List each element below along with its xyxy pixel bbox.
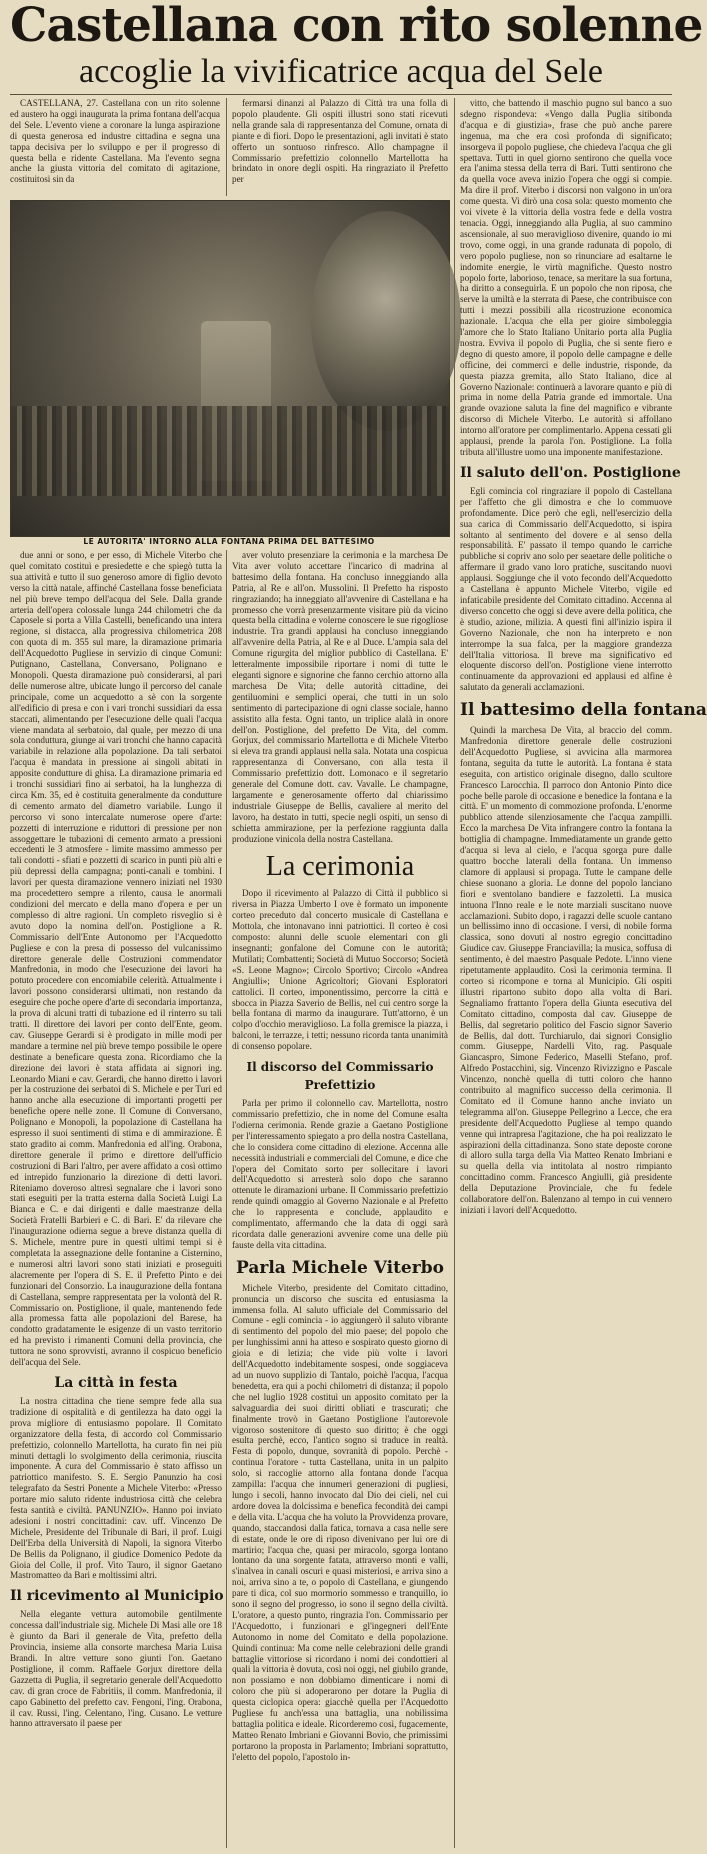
right-column: [460, 98, 707, 1848]
postiglione-text: Egli comincia col ringraziare il popolo di Castellana per l'affetto che gli dimostra e che lo commuove profondamente. Dice però che egli, nell'esercizio della sua carica di Commissario dell'Acquedotto, si ispira soltanto al sentimento del dovere e al senso della responsabilità. E' passato il tempo quando le carriche pubbliche si copriv ano solo per seaetare delle politiche o affermare il grado vano loro pratiche, suscitando nuovi applausi. Soggiunge che il voto fecondo dell'Acquedotto a Castellana è appunto Michele Viterbo, vigile ed infaticabile presidente del Comitato cittadino. Accenna al diverso concetto che oggi si deve avere della politica, che è studio, azione, milizia. A questi fini all'inizio ispira il Governo Nazionale, che non ha interpreto e non interrompe la sua falca, per la maggiore grandezza dell'Italia vittoriosa. Il breve ma significativo ed eloquente discorso dell'on. Postiglione viene interrotto continuamente da approvazioni ed applausi ed alfine è salutato da generali acclamazioni.: [460, 485, 672, 693]
intro-column-1: [10, 98, 220, 196]
section-heading-postiglione: Il saluto dell'on. Postiglione: [460, 464, 681, 481]
left-body-text: due anni or sono, e per esso, di Michele Viterbo che quel comitato costituì e presiedette e che spiegò tutta la sua attività e tutto il suo generoso amore di figlio devoto verso la città natale, affinché Castellana fosse beneficiata nel più breve tempo dell'acqua del Sele. Dalla grande arteria dell'opera colossale lunga 244 chilometri che da Caposele si porta a Villa Castelli, beneficando una intera regione, si distacca, alla progressiva chilometrica 208 con quota di m. 355 sul mare, la diramazione primaria dell'Acquedotto Pugliese in servizio di cinque Comuni: Putignano, Castellana, Conversano, Polignano e Monopoli. Questa diramazione può considerarsi, al pari delle numerose altre, ubicate lungo il percorso del canale principale, come un acquedotto a sè con la sorgente all'edificio di presa e con i vari tronchi sussidiari da essa staccati, alimentando per l'esecuzione delle quali l'acqua viene mandata al serbatoio, dal quale, per mezzo di una sola conduttura, giunge ai vari tronchi che hanno capacità variabile in relazione alla popolazione. Da tali serbatoi l'acqua è mandata in pressione ai singoli abitati in apposite condutture di ghisa. La diramazione primaria ed i tronchi sussidiari fino ai serbatoi, ha la lunghezza di circa Km. 35, ed è costituita generalmente da condutture di cemento armato del diametro variabile. Lungo il percorso vi sono intercalate numerose opere d'arte: pozzetti di interruzione e riduttori di pressione per non assoggettare le tubazioni di cemento armato a pressioni eccedenti le 3 atmosfere - limite massimo ammesso per tali condotti - sfiati e pozzetti di scarico in punti più alti e più depressi della campagna; ponti-canali e tombini. I lavori per questa diramazione vennero iniziati nel 1930 ma procedettero sempre a rilento, causa le anormali condizioni del mercato e della mano d'opera e per un complesso di altre ragioni. Un completo risveglio si è avuto dopo la nomina dell'on. Postiglione a R. Commissario dell'Ente Autonomo per l'Acquedotto Pugliese e con la presa di possesso del vulcanissimo direttore generale delle Costruzioni commendator Manfredonia, in modo che l'esecuzione dei lavori ha potuto procedere con encomiabile celerità. Attualmente i lavori possono considerarsi ultimati, non restando da eseguire che poche opere d'arte di secondaria importanza, la prova di alcuni tratti di tubazione ed il rinterro su tali tratti. Il direttore dei lavori per conto dell'Ente, geom. cav. Giuseppe Gerardi si è prodigato in mille modi per mandare a termine nel più breve tempo possibile le opere destinate a beneficare questa zona. Ricordiamo che la direzione dei lavori è stata affidata ai signori ing. Leonardo Miani e cav. Gerardi, che hanno diretto i lavori per la costruzione dei serbatoi di S. Michele e per Turi ed hanno anche alla esecuzione di importanti progetti per benefiche opere nelle zone. Il Comune di Conversano, Polignano e Monopoli, la popolazione di Castellana ha espresso il suoi sentimenti di stima e di ammirazione. È stato gradito ai comm. Manfredonia ed all'ing. Orabona, direttore generale il primo e direttore dell'ufficio costruzioni di Bari l'altro, per avere affidato a così ottimo ed intrepido funzionario la direzione di detti lavori. Riteniamo doveroso altresì segnalare che i lavori sono stati eseguiti per la tratta esterna dalla Società Luigi La Bianca e C. e dai dirigenti e dalle maestranze della Società Fratelli Barbieri e C. di Bari. E' da rilevare che l'inaugurazione odierna segue a breve distanza quella di S. Michele, mentre pure in questi ultimi tempi si è completata la assegnazione delle fontanine a Cisternino, e numerosi altri lavori sono stati iniziati e proseguiti alacremente per l'opera di S. E. il Prefetto Pinto e dei funzionari del Consorzio. La inaugurazione della fontana di Castellana, sempre rappresentata per la volontà del R. Commissario on. Postiglione, il quale, mantenendo fede alla promessa fatta alle popolazioni del Barese, ha condotto gradatamente le esigenze di un vasto territorio ed ha previsto i rimanenti Comuni della provincia, che tuttora ne sono sprovvisti, avranno il cospicuo beneficio dell'acqua del Sele.: [10, 550, 222, 1368]
viterbo-text: Michele Viterbo, presidente del Comitato cittadino, pronuncia un discorso che suscita ed entusiasma la immensa folla. Al saluto ufficiale del Commissario del Comune - egli comincia - io aggiungerò il saluto vibrante di sentimento del popolo del mio paese; del popolo che per lunghissimi anni ha atteso e sospirato questo giorno di gioia e di letizia; che vide più volte i lavori dell'Acquedotto indebitamente sospesi, onde soggiaceva ad un nuovo supplizio di Tantalo, poichè l'acqua, l'acqua benedetta, era qui a pochi chilometri di distanza; il popolo che nel luglio 1928 costituì un apposito comitato per la salvaguardia dei suoi diritti obliati e trascurati; che finalmente trovò in Gaetano Postiglione l'autorevole vigoroso sostenitore di questo suo diritto; è che oggi esulta perchè, ecco, l'antico sogno si traduce in realtà. Festa di popolo, dunque, sovranità di popolo. Perchè - continua l'oratore - tutta Castellana, unita in un palpito solo, si raccoglie attorno alla fontana donde l'acqua zampilla: l'acqua che innumeri generazioni di pugliesi, lungo i secoli, hanno invocato dal Dio dei cieli, nel cui ardore dovea la dolcissima e benefica fecondità dei campi e della vita. L'acqua che ha voluto la Provvidenza provare, quando, staccandosi dalla fatica, tornava a casa nelle sere di estate, onde le ore di riposo divenivano per lui ore di martirio; l'acqua che, quasi per miracolo, sgorga lontano lontano da una sorgente fatata, attraverso monti e valli, s'inalvea in canali oscuri e quasi misteriosi, e arriva sino a noi, arriva sino a te, o popolo di Castellana, e giungendo pare ti dica, col suo mormorio sommesso e tranquillo, io sono il segno del progresso, io sono il segno della civiltà. L'oratore, a questo punto, ringrazia l'on. Commissario per l'Acquedotto, i funzionari e gl'ingegneri dell'Ente Autonomo in nome del Comitato e della popolazione. Quindi continua: Ma come nelle celebrazioni delle grandi battaglie vittoriose si ricordano i nomi dei condottieri al quali la vittoria è dovuta, così noi oggi, nel giubilo grande, non possiamo e non dobbiamo dimenticare i nomi di coloro che più si adoperarono per dotare la Puglia di questa ciclopica opera: giacchè quella per l'Acquedotto Pugliese fu anch'essa una battaglia, una nobilissima battaglia politica e ideale. Ricorderemo così, fugacemente, Matteo Renato Imbriani e Giovanni Bovio, che primissimi portarono la proposta in Parlamento; Imbriani soprattutto, l'eletto del popolo, l'apostolo in-: [232, 1282, 448, 1762]
column-divider: [454, 98, 455, 1848]
header-rule: [10, 94, 672, 95]
commissario-text: Parla per primo il colonnello cav. Martellotta, nostro commissario prefettizio, che in nome del Comune esalta l'odierna cerimonia. Rende grazie a Gaetano Postiglione per l'interessamento spiegato a pro della nostra Castellana, che lo considera come cittadino di elezione. Accenna alle necessità industriali e commerciali del Comune, e dice che l'opera del Comitato sorto per sollecitare i lavori dell'Acquedotto si arresterà solo dopo che saranno ottenute le diramazioni urbane. Il Commissario prefettizio rende quindi omaggio al Governo Nazionale e al Prefetto che lo rappresenta e conclude, applaudito e complimentato, affermando che la data di oggi sarà ricordata dalle generazioni avvenire come una delle più fauste della vita cittadina.: [232, 1098, 448, 1250]
section-heading-viterbo: Parla Michele Viterbo: [236, 1257, 444, 1278]
viterbo-speech-continued: vitto, che battendo il maschio pugno sul banco a suo sdegno rispondeva: «Vengo dalla Puglia sitibonda d'acqua e di giustizia», frase che può anche parere ingenua, ma che era così profonda di significato; insorgeva il popolo pugliese, che chiedeva l'acqua che gli spettava. Tutti in quel giorno sentirono che quella voce era l'anima stessa della terra di Bari. Tutti sentirono che da quella voce aveva inizio l'opera che oggi si compie. Ma dire il prof. Viterbo i discorsi non valgono in un'ora come questa. Vi dirò una cosa sola: questo momento che voi vivete è la vittoria della vostra fede e della vostra tenacia. Oggi, inneggiando alla Puglia, al suo cammino ascensionale, al suo meraviglioso divenire, quando io mi trovo, come oggi, in una grande radunata di popolo, di vero popolo pugliese, non so rinunciare ad esaltarne le indomite energie, le virtù magnifiche. Questo nostro popolo forte, laborioso, tenace, sa meritare la sua fortuna, ha diritto a conseguirla. E un popolo che non riposa, che serve la umiltà e la sterrata di Paese, che contribuisce con tutti i mezzi possibili alla ricostruzione economica nazionale. L'acqua che ella per gioire simboleggia l'amore che lo Stato Italiano Unitario porta alla Puglia nostra. Evviva il popolo di Puglia, che si sente fiero e degno di questo amore, il popolo delle campagne e delle officine, dei commerci e delle industrie, risponde, da questa piazza gremita, allo Stato Italiano, dice al Governo Nazionale: continuerà a lavorare quanto e più di prima in nome della Patria grande ed immortale. Una grande ovazione saluta la fine del magnifico e vibrante discorso di Michele Viterbo. Le autorità si affollano intorno all'oratore per complimentarlo. Appena cessati gli applausi, prende la parola l'on. Postiglione. La folla tributa all'illustre uomo una imponente manifestazione.: [460, 98, 672, 457]
middle-column: [232, 550, 448, 1848]
photo-crowd: [11, 406, 449, 496]
ricevimento-text: Nella elegante vettura automobile gentilmente concessa dall'industriale sig. Michele Di Masi alle ore 18 è giunto da Bari il generale de Vita, prefetto della Provincia, insieme alla consorte marchesa Maria Luisa Brandi. In altre vetture sono giunti l'on. Gaetano Postiglione, il comm. Raffaele Gorjux direttore della Gazzetta di Puglia, il segretario generale dell'Acquedotto cav. di gran croce de Fabritiis, il comm. Manfredonia, il capo Gabinetto del prefetto cav. Fengoni, l'ing. Orabona, il cav. Russi, l'ing. Celentano, l'ing. Cusano. Le vetture hanno attraversato il paese per: [10, 1609, 222, 1729]
headline: Castellana con rito solenne: [10, 0, 703, 53]
left-column: [10, 550, 222, 1848]
intro-text-1: CASTELLANA, 27. Castellana con un rito solenne ed austero ha oggi inaugurata la prima fontana dell'acqua del Sele. L'evento viene a coronare la lunga aspirazione di questa generosa ed industre cittadina e segna una tappa decisiva per lo sviluppo e per il progresso di questa bella e ridente Castellana. Ma l'evento segna anche la giusta vittoria del comitato di agitazione, costituitosi sin da: [10, 98, 220, 185]
subheadline: accoglie la vivificatrice acqua del Sele: [79, 53, 603, 90]
ceremony-photo: [10, 200, 450, 537]
battesimo-text: Quindi la marchesa De Vita, al braccio del comm. Manfredonia direttore generale delle costruzioni dell'Acquedotto Pugliese, si avvicina alla marmorea fontana, seguita da tutte le autorità. La fontana è stata eseguita, con artistico originale disegno, dallo scultore Francesco Larocchia. Il parroco don Antonio Pinto dice poche belle parole di occasione e benedice la fontana e la città. E' un momento di commozione profonda. L'enorme pubblico attende silenziosamente che l'acqua zampilli. Ecco la marchesa De Vita infrangere contro la fontana la bottiglia di champagne. Immediatamente un grande getto d'acqua si leva al cielo, e l'acqua sgorga pure dalle quattro bocche laterali della fontana. Un immenso clamore di applausi si propaga. Tutte le campane delle chiese suonano a gloria. Le donne del popolo lanciano fiori e sventolano bandiere e fazzoletti. La musica intuona l'Inno reale e le note marziali suscitano nuove acclamazioni. Subito dopo, i ragazzi delle scuole cantano un bellissimo inno di occasione. I versi, di nobile forma classica, sono dovuti al nostro egregio concittadino Giudice cav. Giuseppe Franciavilla; la musica, soffusa di sentimento, è del maestro Pasquale Pedote. L'inno viene ripetutamente applaudito. Così la cerimonia termina. Il corteo si ricompone e torna al Municipio. Gli ospiti illustri ripartono subito dopo alla volta di Bari. Segnaliamo frattanto l'opera della Giunta esecutiva del Comitato cittadino, composta dal cav. Giuseppe de Bellis, dal segretario politico del Fascio signor Saverio de Bellis, dal dott. Turchiarulo, dai signori Consiglio comm. Giuseppe, Nardelli Vito, rag. Pasquale Giancaspro, Simone Federico, Maselli Stefano, prof. Alfredo Postacchini, sig. Vincenzo Rivizzigno e Pascale Vincenzo, nonchè quella di tutti coloro che hanno contribuito al magnifico successo della cerimonia. Il Comitato ed il Comune hanno anche inviato un telegramma all'on. Giuseppe Pellegrino a Lecce, che era presidente dell'Acquedotto Pugliese al tempo quando venne quì intrapresa l'agitazione, che ha poi realizzato le aspirazioni della cittadinanza. Sono state deposte corone di alloro sulla targa della Via Matteo Renato Imbriani e su quella della via intitolata al nostro rimpianto concittadino comm. Francesco Angiulli, già presidente della Deputazione Provinciale, che fu fedele collaboratore dell'on. Balenzano al tempo in cui vennero iniziati i lavori dell'Acquedotto.: [460, 725, 672, 1215]
intro-column-2: [232, 98, 448, 196]
section-heading-citta: La città in festa: [54, 1374, 178, 1391]
column-divider: [226, 98, 227, 196]
middle-body-text: aver voluto presenziare la cerimonia e la marchesa De Vita aver voluto accettare l'incarico di madrina al battesimo della fontana. Ha concluso inneggiando alla Patria, al Re e all'on. Mussolini. Il Prefetto ha risposto ringraziando; ha inneggiato all'avvenire di Castellana e ha promesso che vorrà presenzarmente visitare più da vicino questa bella cittadina e volerne conoscere le sue rigogliose industrie. Tra grandi applausi ha concluso inneggiando all'avvenire della Patria, al Re e al Duce. L'ampia sala del Comune rigurgita del miglior pubblico di Castellana. E' letteralmente impossibile riportare i nomi di tutte le eleganti signore e signorine che fanno cerchio attorno alla marchesa De Vita; delle autorità cittadine, dei gentiluomini e semplici operai, che tutti in un solo sentimento di partecipazione di ogni classe sociale, hanno assistito alla festa. Ogni tanto, un triplice alalà in onore dell'on. Postiglione, del prefetto De Vita, del comm. Gorjux, del commissario Martellotta e di Michele Viterbo si eleva tra grandi applausi nella sala. Notata una cospicua rappresentanza di Conversano, con alla testa il Commissario prefettizio dott. Lomonaco e il segretario generale del Comune dott. cav. Vavalle. Le champagne, largamente e generosamente offerto dal chiarissimo industriale Giuseppe de Bellis, cavaliere al merito del lavoro, ha destato in tutti, specie negli ospiti, un senso di schietta ammirazione, per la perfezione raggiunta dalla produzione vinicola della nostra Castellana.: [232, 550, 448, 844]
cerimonia-text: Dopo il ricevimento al Palazzo di Città il pubblico si riversa in Piazza Umberto I ove è formato un imponente corteo preceduto dal concerto musicale di Castellana e Mottola, che intonavano inni patriottici. Il corteo è così composto: alunni delle scuole elementari con gli insegnanti; gonfalone del Comune con le autorità; Mutilati; Combattenti; Società di Mutuo Soccorso; Società «S. Leone Magno»; Circolo Sportivo; Circolo «Andrea Angiulli»; Unione Agricoltori; Giovani Esploratori cattolici. Il corteo, imponentissimo, percorre la città e sbocca in Piazza Saverio de Bellis, nel cui centro sorge la bella fontana di marmo da inaugurare. Tutt'attorno, è un colpo d'occhio meraviglioso. La folla gremisce la piazza, i balconi, le terrazze, i tetti; nessuno ricorda tanta unanimità di consenso popolare.: [232, 888, 448, 1052]
column-divider: [226, 550, 227, 1848]
section-heading-ricevimento: Il ricevimento al Municipio: [10, 1588, 224, 1605]
citta-text: La nostra cittadina che tiene sempre fede alla sua tradizione di ospitalità e di gentilezza ha dato oggi la prova migliore di entusiasmo popolare. Il Comitato organizzatore della festa, di accordo col Commissario prefettizio, colonnello Martellotta, ha curato fin nei più minuti dettagli lo svolgimento della cerimonia, riuscita imponente. A cura del Commissario è stato affisso un patriottico manifesto. S. E. Sergio Panunzio ha così telegrafato da Sestri Ponente a Michele Viterbo: «Presso portare mio saluto ridente industriosa città che celebra festa santità e civiltà. PANUNZIO». Hanno poi inviato adesioni i nostri concittadini: cav. uff. Vincenzo De Michele, Presidente del Tribunale di Bari, il prof. Luigi Dell'Erba della Università di Napoli, la signora Viterbo De Bellis da Polignano, il giudice Domenico Pedote da Gioia del Colle, il prof. Vito Tauro, il signor Gaetano Mastromatteo da Bari e moltissimi altri.: [10, 1395, 222, 1581]
photo-caption: LE AUTORITA' INTORNO ALLA FONTANA PRIMA DEL BATTESIMO: [83, 537, 375, 546]
section-heading-commissario: Il discorso del Commissario Prefettizio: [246, 1060, 434, 1093]
section-heading-battesimo: Il battesimo della fontana: [460, 700, 707, 721]
photo-tree: [311, 211, 461, 431]
intro-text-2: fermarsi dinanzi al Palazzo di Città tra una folla di popolo plaudente. Gli ospiti illustri sono stati ricevuti nella grande sala di rappresentanza del Comune, ornata di piante e di fiori. Dopo le presentazioni, agli invitati è stato offerto un sontuoso rinfresco. Allo champagne il Commissario prefettizio colonnello Martellotta ha brindato in onore degli ospiti. Ha ringraziato il Prefetto per: [232, 98, 448, 185]
section-heading-cerimonia: La cerimonia: [265, 851, 415, 883]
